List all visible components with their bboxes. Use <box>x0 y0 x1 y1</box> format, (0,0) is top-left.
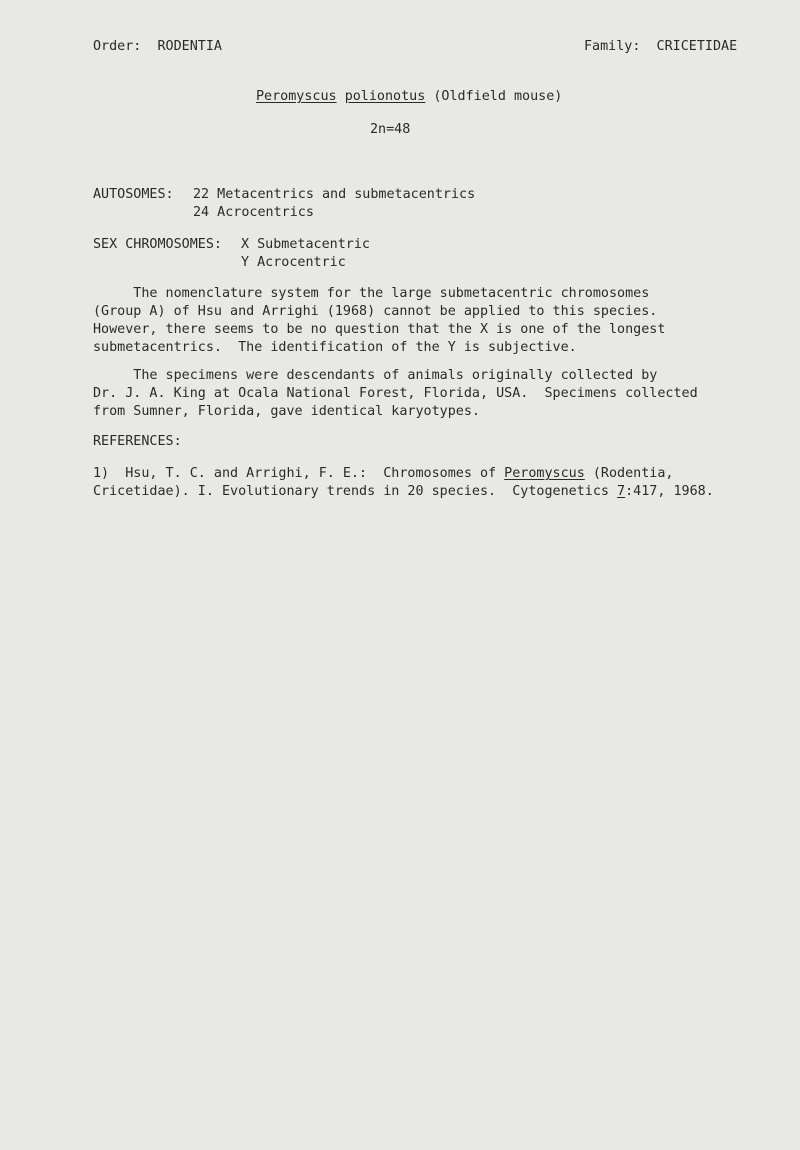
title-genus: Peromyscus <box>256 89 337 104</box>
autosomes-line-1: 22 Metacentrics and submetacentrics <box>193 187 476 202</box>
references-heading: REFERENCES: <box>93 434 182 449</box>
page-title <box>256 88 562 106</box>
paragraph-2-line-1: The specimens were descendants of animals originally collected by <box>93 368 658 383</box>
reference-1-journal: Cricetidae). I. Evolutionary trends in 20 species. Cytogenetics <box>93 484 618 499</box>
header-family: Family: CRICETIDAE <box>584 39 738 54</box>
paragraph-2-line-2: Dr. J. A. King at Ocala National Forest, Florida, USA. Specimens collected <box>93 386 698 401</box>
sex-chromosomes-label: SEX CHROMOSOMES: <box>93 237 222 252</box>
paragraph-1-line-4: submetacentrics. The identification of the Y is subjective. <box>93 340 577 355</box>
reference-1-title-end: (Rodentia, <box>584 466 674 481</box>
reference-1-line-2 <box>93 483 714 501</box>
autosomes-line-2: 24 Acrocentrics <box>193 205 314 220</box>
paragraph-1-line-1: The nomenclature system for the large submetacentric chromosomes <box>93 286 650 301</box>
reference-1-authors: 1) Hsu, T. C. and Arrighi, F. E.: Chromosomes of <box>93 466 505 481</box>
title-common-name: (Oldfield mouse) <box>433 89 563 104</box>
sex-chromosomes-line-2: Y Acrocentric <box>241 255 346 270</box>
reference-1-volume: 7 <box>617 484 626 499</box>
title-species: polionotus <box>344 89 426 104</box>
paragraph-1-line-2: (Group A) of Hsu and Arrighi (1968) cannot be applied to this species. <box>93 304 658 319</box>
chromosome-number: 2n=48 <box>370 122 411 137</box>
paragraph-2-line-3: from Sumner, Florida, gave identical karyotypes. <box>93 404 480 419</box>
reference-1-genus: Peromyscus <box>504 466 585 481</box>
header-order: Order: RODENTIA <box>93 39 222 54</box>
reference-1-pages-year: :417, 1968. <box>625 484 714 499</box>
sex-chromosomes-line-1: X Submetacentric <box>241 237 370 252</box>
autosomes-label: AUTOSOMES: <box>93 187 174 202</box>
reference-1-line-1 <box>93 465 673 483</box>
paragraph-1-line-3: However, there seems to be no question that the X is one of the longest <box>93 322 666 337</box>
